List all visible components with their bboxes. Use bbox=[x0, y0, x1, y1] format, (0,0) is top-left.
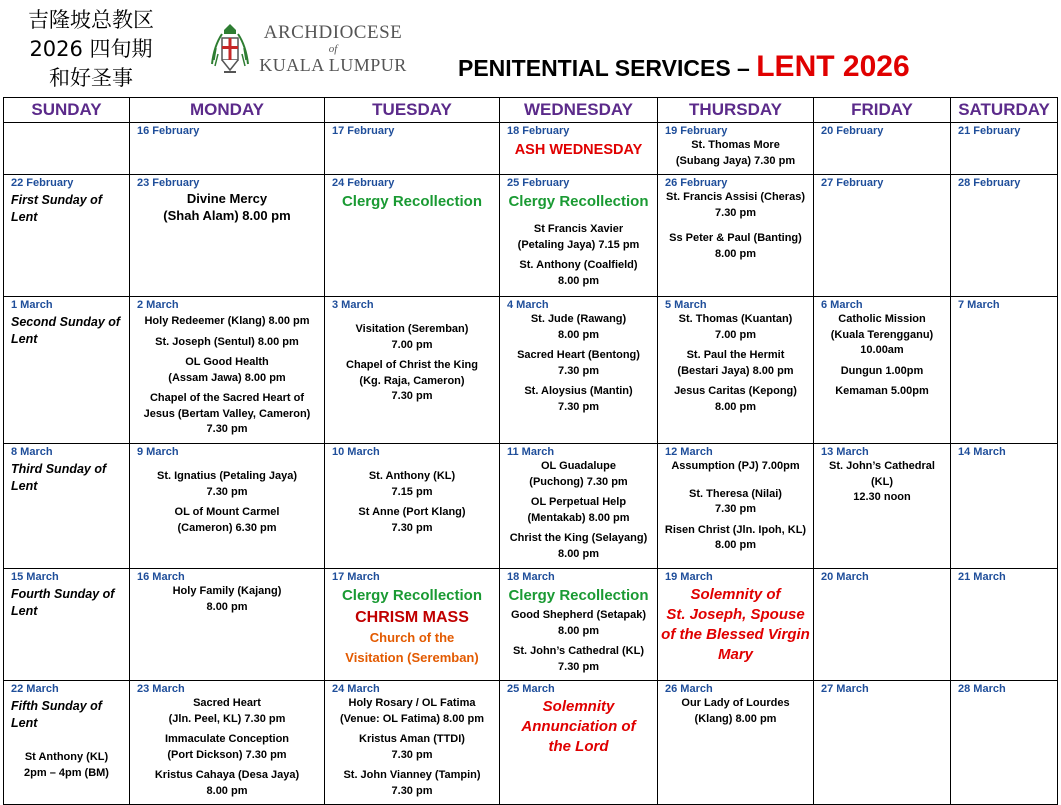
day-cell bbox=[951, 681, 1058, 805]
weekday-header: SUNDAY bbox=[4, 98, 130, 123]
day-date: 10 March bbox=[332, 446, 380, 458]
day-cell bbox=[814, 297, 951, 444]
event-entry: St. Ignatius (Petaling Jaya) 7.30 pm bbox=[157, 470, 297, 498]
weekday-header: TUESDAY bbox=[325, 98, 500, 123]
day-cell bbox=[4, 444, 130, 569]
week-row bbox=[4, 569, 1058, 681]
event-entry: St. Thomas (Kuantan) 7.00 pm bbox=[678, 313, 793, 341]
title-main: PENITENTIAL SERVICES – bbox=[458, 55, 757, 81]
event-entry: St Anthony (KL) 2pm – 4pm (BM) bbox=[24, 751, 109, 779]
weekday-header: SATURDAY bbox=[951, 98, 1058, 123]
day-date: 27 February bbox=[821, 177, 884, 189]
day-cell bbox=[130, 123, 325, 175]
day-date: 25 February bbox=[507, 177, 570, 189]
day-cell bbox=[951, 175, 1058, 297]
day-date: 23 March bbox=[137, 683, 185, 695]
day-cell bbox=[814, 444, 951, 569]
sunday-label: Second Sunday of Lent bbox=[11, 315, 121, 346]
event-entry: Solemnity of St. Joseph, Spouse of the Blessed Virgin Mary bbox=[661, 586, 810, 663]
event-entry: St. John’s Cathedral (KL) 7.30 pm bbox=[513, 645, 644, 673]
day-cell bbox=[130, 569, 325, 681]
event-entry: Visitation (Seremban) 7.00 pm bbox=[355, 323, 469, 351]
event-entry: Divine Mercy (Shah Alam) 8.00 pm bbox=[163, 191, 291, 223]
archdiocese-crest-icon bbox=[210, 20, 250, 78]
day-date: 18 February bbox=[507, 125, 570, 137]
day-cell bbox=[325, 681, 500, 805]
event-entry: Holy Rosary / OL Fatima (Venue: OL Fatima) 8.00 pm bbox=[339, 697, 485, 725]
day-cell bbox=[130, 681, 325, 805]
day-date: 17 February bbox=[332, 125, 395, 137]
day-cell bbox=[658, 297, 814, 444]
day-cell bbox=[500, 569, 658, 681]
day-cell bbox=[130, 444, 325, 569]
weekday-header: MONDAY bbox=[130, 98, 325, 123]
event-entry: Dungun 1.00pm bbox=[840, 364, 924, 377]
weekday-header: THURSDAY bbox=[658, 98, 814, 123]
archdiocese-line: of bbox=[328, 43, 338, 55]
day-date: 3 March bbox=[332, 299, 374, 311]
day-date: 25 March bbox=[507, 683, 555, 695]
day-cell bbox=[814, 123, 951, 175]
day-cell bbox=[658, 175, 814, 297]
day-date: 27 March bbox=[821, 683, 869, 695]
day-date: 4 March bbox=[507, 299, 549, 311]
event-entry: Jesus Caritas (Kepong) 8.00 pm bbox=[674, 385, 797, 413]
event-entry: Assumption (PJ) 7.00pm bbox=[671, 460, 800, 472]
day-date: 12 March bbox=[665, 446, 713, 458]
event-entry: St. Anthony (KL) 7.15 pm bbox=[368, 470, 456, 498]
day-cell bbox=[4, 297, 130, 444]
day-cell bbox=[500, 681, 658, 805]
sunday-label: Fifth Sunday of Lent bbox=[11, 699, 102, 730]
day-cell bbox=[658, 123, 814, 175]
event-entry: St Anne (Port Klang) 7.30 pm bbox=[358, 506, 466, 534]
week-row bbox=[4, 123, 1058, 175]
week-row bbox=[4, 175, 1058, 297]
day-date: 15 March bbox=[11, 571, 59, 583]
day-cell bbox=[951, 569, 1058, 681]
day-date: 28 March bbox=[958, 683, 1006, 695]
day-date: 2 March bbox=[137, 299, 179, 311]
event-entry: Immaculate Conception (Port Dickson) 7.30 pm bbox=[164, 733, 290, 761]
event-entry: Kristus Aman (TTDI) 7.30 pm bbox=[359, 733, 465, 761]
day-date: 21 February bbox=[958, 125, 1021, 137]
event-entry: Solemnity Annunciation of the Lord bbox=[521, 698, 636, 755]
day-cell bbox=[658, 681, 814, 805]
event-entry: St. Francis Assisi (Cheras) 7.30 pm bbox=[666, 191, 805, 219]
day-date: 19 February bbox=[665, 125, 728, 137]
event-entry: Chapel of the Sacred Heart of Jesus (Bertam Valley, Cameron) 7.30 pm bbox=[143, 392, 311, 435]
event-entry: Ss Peter & Paul (Banting) 8.00 pm bbox=[669, 232, 802, 260]
day-date: 5 March bbox=[665, 299, 707, 311]
day-date: 16 February bbox=[137, 125, 200, 137]
event-entry: Sacred Heart (Bentong) 7.30 pm bbox=[517, 349, 640, 377]
chinese-title-line: 吉隆坡总教区 bbox=[28, 8, 154, 32]
day-cell bbox=[814, 175, 951, 297]
event-entry: Kristus Cahaya (Desa Jaya) 8.00 pm bbox=[154, 769, 300, 797]
event-entry: St. Joseph (Sentul) 8.00 pm bbox=[155, 335, 299, 348]
day-cell bbox=[500, 444, 658, 569]
event-entry: Holy Family (Kajang) 8.00 pm bbox=[172, 585, 282, 613]
weekday-header: FRIDAY bbox=[814, 98, 951, 123]
day-cell bbox=[951, 297, 1058, 444]
day-cell bbox=[325, 444, 500, 569]
event-entry: ASH WEDNESDAY bbox=[514, 142, 643, 158]
sunday-label: Third Sunday of Lent bbox=[11, 462, 107, 493]
day-date: 23 February bbox=[137, 177, 200, 189]
day-date: 7 March bbox=[958, 299, 1000, 311]
event-entry: St. Theresa (Nilai) 7.30 pm bbox=[689, 487, 782, 515]
chinese-title-line: 和好圣事 bbox=[49, 66, 133, 90]
week-row bbox=[4, 297, 1058, 444]
day-cell bbox=[130, 297, 325, 444]
day-cell bbox=[4, 569, 130, 681]
day-date: 11 March bbox=[507, 446, 555, 458]
event-entry: Chapel of Christ the King (Kg. Raja, Cameron) 7.30 pm bbox=[346, 359, 478, 402]
day-date: 20 March bbox=[821, 571, 869, 583]
event-entry: Clergy Recollection bbox=[508, 587, 649, 604]
day-date: 22 February bbox=[11, 177, 74, 189]
event-entry: OL Perpetual Help (Mentakab) 8.00 pm bbox=[527, 496, 630, 524]
day-date: 24 February bbox=[332, 177, 395, 189]
event-entry: St Francis Xavier (Petaling Jaya) 7.15 pm bbox=[517, 223, 640, 251]
day-date: 9 March bbox=[137, 446, 179, 458]
weekday-header: WEDNESDAY bbox=[500, 98, 658, 123]
day-cell bbox=[325, 123, 500, 175]
event-entry: Holy Redeemer (Klang) 8.00 pm bbox=[144, 315, 310, 327]
event-entry: St. John’s Cathedral (KL) 12.30 noon bbox=[829, 460, 935, 503]
day-cell bbox=[130, 175, 325, 297]
week-row bbox=[4, 444, 1058, 569]
event-entry: Clergy Recollection bbox=[341, 587, 483, 604]
day-cell bbox=[500, 123, 658, 175]
event-entry: OL Guadalupe (Puchong) 7.30 pm bbox=[529, 460, 628, 488]
day-date: 24 March bbox=[332, 683, 380, 695]
day-cell bbox=[814, 569, 951, 681]
event-entry: OL Good Health (Assam Jawa) 8.00 pm bbox=[168, 356, 286, 384]
day-date: 13 March bbox=[821, 446, 869, 458]
event-entry: Good Shepherd (Setapak) 8.00 pm bbox=[510, 609, 647, 637]
day-cell bbox=[951, 444, 1058, 569]
event-entry: CHRISM MASS bbox=[355, 609, 469, 626]
event-entry: Our Lady of Lourdes (Klang) 8.00 pm bbox=[681, 697, 790, 725]
archdiocese-line: ARCHDIOCESE bbox=[263, 22, 403, 43]
day-cell bbox=[951, 123, 1058, 175]
sunday-label: Fourth Sunday of Lent bbox=[11, 587, 115, 618]
day-date: 8 March bbox=[11, 446, 53, 458]
weekday-header-row bbox=[4, 98, 1058, 123]
day-date: 16 March bbox=[137, 571, 185, 583]
event-entry: St. Aloysius (Mantin) 7.30 pm bbox=[524, 385, 633, 413]
event-entry: Catholic Mission (Kuala Terengganu) 10.00am bbox=[830, 313, 934, 356]
day-date: 20 February bbox=[821, 125, 884, 137]
day-cell bbox=[658, 569, 814, 681]
event-entry: St. Anthony (Coalfield) 8.00 pm bbox=[519, 259, 638, 287]
event-entry: St. Paul the Hermit (Bestari Jaya) 8.00 pm bbox=[677, 349, 794, 377]
event-entry: Kemaman 5.00pm bbox=[835, 385, 929, 397]
day-cell bbox=[325, 175, 500, 297]
event-entry: Risen Christ (Jln. Ipoh, KL) 8.00 pm bbox=[664, 523, 807, 551]
day-cell bbox=[658, 444, 814, 569]
day-cell bbox=[500, 297, 658, 444]
event-entry: Clergy Recollection bbox=[341, 193, 483, 210]
day-date: 26 March bbox=[665, 683, 713, 695]
day-date: 14 March bbox=[958, 446, 1006, 458]
day-date: 22 March bbox=[11, 683, 59, 695]
sunday-label: First Sunday of Lent bbox=[11, 193, 102, 224]
event-entry: Church of the Visitation (Seremban) bbox=[345, 630, 479, 665]
day-cell bbox=[4, 681, 130, 805]
archdiocese-wordmark bbox=[258, 22, 408, 75]
event-entry: OL of Mount Carmel (Cameron) 6.30 pm bbox=[174, 506, 280, 534]
day-date: 6 March bbox=[821, 299, 863, 311]
event-entry: Clergy Recollection bbox=[508, 193, 649, 210]
day-date: 21 March bbox=[958, 571, 1006, 583]
day-cell bbox=[325, 569, 500, 681]
week-row bbox=[4, 681, 1058, 805]
event-entry: Christ the King (Selayang) 8.00 pm bbox=[509, 532, 648, 560]
day-date: 19 March bbox=[665, 571, 713, 583]
title-highlight: LENT 2026 bbox=[756, 50, 910, 83]
day-cell bbox=[4, 175, 130, 297]
event-entry: Sacred Heart (Jln. Peel, KL) 7.30 pm bbox=[168, 697, 286, 725]
day-cell bbox=[325, 297, 500, 444]
day-date: 18 March bbox=[507, 571, 555, 583]
day-cell bbox=[814, 681, 951, 805]
page-title bbox=[458, 50, 910, 84]
chinese-title-line: 2026 四旬期 bbox=[29, 37, 153, 61]
day-date: 17 March bbox=[332, 571, 380, 583]
day-cell bbox=[4, 123, 130, 175]
day-cell bbox=[500, 175, 658, 297]
event-entry: St. Thomas More (Subang Jaya) 7.30 pm bbox=[675, 139, 796, 167]
archdiocese-line: KUALA LUMPUR bbox=[259, 55, 407, 75]
day-date: 26 February bbox=[665, 177, 728, 189]
event-entry: St. John Vianney (Tampin) 7.30 pm bbox=[343, 769, 481, 797]
event-entry: St. Jude (Rawang) 8.00 pm bbox=[530, 313, 627, 341]
calendar-table bbox=[3, 97, 1058, 805]
day-date: 1 March bbox=[11, 299, 53, 311]
day-date: 28 February bbox=[958, 177, 1021, 189]
chinese-title bbox=[6, 6, 176, 93]
